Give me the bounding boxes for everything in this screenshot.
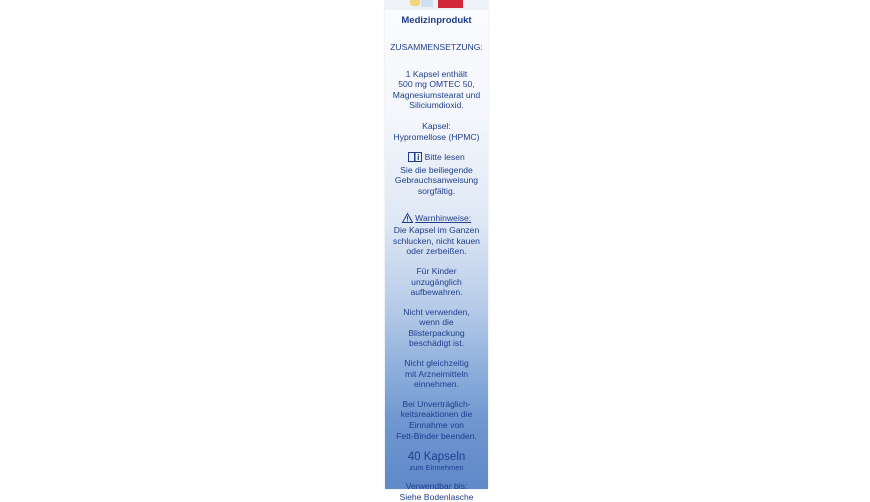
capsule-count: 40 Kapseln [407, 451, 466, 464]
composition-block [385, 69, 488, 111]
top-mark-yellow [410, 0, 420, 6]
expiry-block [385, 481, 488, 502]
warnings-block [385, 213, 488, 257]
read-line-first [385, 152, 488, 165]
composition-line: 500 mg OMTEC 50, [398, 79, 475, 90]
panel-text [385, 15, 488, 502]
damaged-line: Nicht verwenden, [403, 306, 470, 317]
composition-line: Magnesiumstearat und [392, 89, 481, 100]
children-line: Für Kinder [416, 265, 457, 276]
children-block [385, 266, 488, 298]
capsule-line: Hypromellose (HPMC) [393, 131, 480, 142]
top-strip [385, 0, 488, 10]
warning-line: Die Kapsel im Ganzen [393, 225, 480, 236]
read-line: Gebrauchsanweisung [394, 175, 479, 186]
damaged-line: Blisterpackung [408, 327, 465, 338]
expiry-line: Verwendbar bis: [405, 481, 468, 492]
drugs-block [385, 358, 488, 390]
read-line: sorgfältig. [417, 185, 456, 196]
damaged-line: beschädigt ist. [409, 338, 464, 349]
composition-line: Siliciumdioxid. [409, 100, 464, 111]
product-header: Medizinprodukt [401, 15, 472, 26]
warning-icon [402, 213, 413, 226]
capsule-block [385, 121, 488, 142]
damaged-block [385, 307, 488, 349]
read-instructions-block [385, 152, 488, 196]
capsule-line: Kapsel: [422, 120, 451, 131]
warnings-title: Warnhinweise: [415, 212, 472, 223]
warning-line: schlucken, nicht kauen [393, 235, 480, 246]
damaged-line: wenn die [419, 317, 454, 328]
intolerance-line: Einnahme von [409, 420, 464, 431]
drugs-line: mit Arzneimitteln [404, 368, 469, 379]
package-side-panel [385, 0, 488, 502]
children-line: unzugänglich [411, 276, 462, 287]
intolerance-block [385, 399, 488, 441]
read-instructions-icon [408, 152, 422, 165]
intolerance-line: keitsreaktionen die [400, 409, 473, 420]
top-mark-blue [421, 0, 433, 7]
intolerance-line: Fett-Binder beenden. [396, 430, 477, 441]
children-line: aufbewahren. [410, 287, 463, 298]
read-line: Bitte lesen [424, 152, 465, 163]
capsule-count-sub: zum Einnehmen [409, 463, 464, 473]
composition-title: ZUSAMMENSETZUNG: [390, 42, 483, 52]
intolerance-line: Bei Unverträglich- [402, 398, 471, 409]
warnings-title-row [385, 213, 488, 226]
composition-line: 1 Kapsel enthält [405, 68, 468, 79]
warning-line: oder zerbeißen. [406, 246, 467, 257]
drugs-line: Nicht gleichzeitig [404, 358, 469, 369]
top-mark-red [438, 0, 463, 8]
drugs-line: einnehmen. [414, 379, 459, 390]
expiry-line: Siehe Bodenlasche [399, 491, 474, 502]
read-line: Sie die beiliegende [400, 164, 473, 175]
